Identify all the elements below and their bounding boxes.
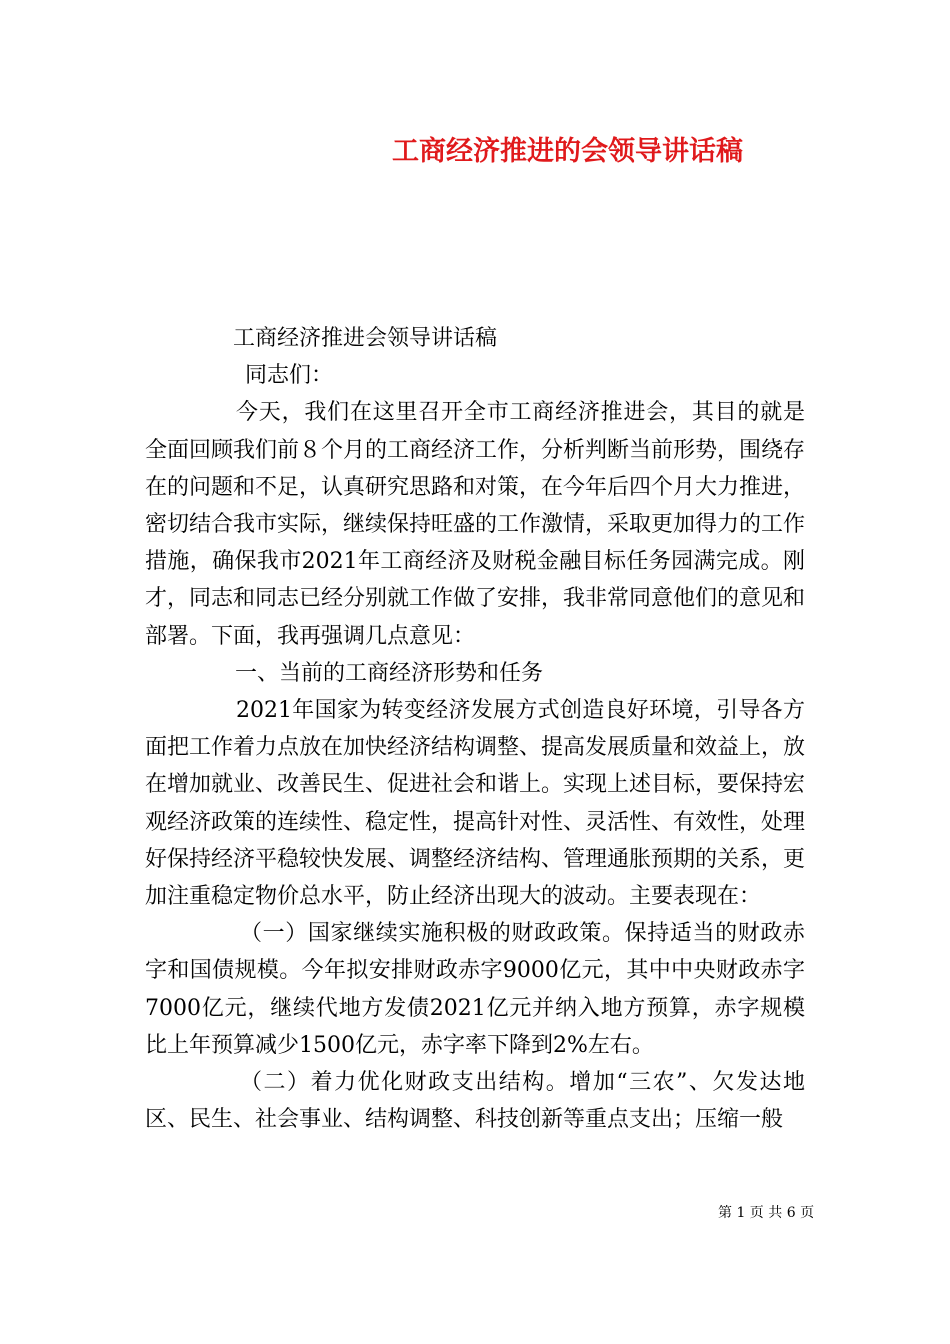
salutation: 同志们： xyxy=(245,363,334,389)
paragraph-situation: 2021年国家为转变经济发展方式创造良好环境，引导各方面把工作着力点放在加快经济结构调整、提高发展质量和效益上，放在增加就业、改善民生、促进社会和谐上。实现上述目标，要保持宏观经济政策的连续性、稳定性，提高针对性、灵活性、有效性，处理好保持经济平稳较快发展、调整经济结构、管理通胀预期的关系，更加注重稳定物价总水平，防止经济出现大的波动。主要表现在： xyxy=(145,698,806,910)
section-heading: 一、当前的工商经济形势和任务 xyxy=(235,660,544,686)
paragraph-intro: 今天，我们在这里召开全市工商经济推进会，其目的就是全面回顾我们前８个月的工商经济工作，分析判断当前形势，围绕存在的问题和不足，认真研究思路和对策，在今年后四个月大力推进，密切结合我市实际，继续保持旺盛的工作激情，采取更加得力的工作措施，确保我市2021年工商经济及财税金融目标任务园满完成。刚才，同志和同志已经分别就工作做了安排，我非常同意他们的意见和部署。下面，我再强调几点意见： xyxy=(145,400,806,649)
paragraph-fiscal-policy: （一）国家继续实施积极的财政政策。保持适当的财政赤字和国债规模。今年拟安排财政赤字9000亿元，其中中央财政赤字7000亿元，继续代地方发债2021亿元并纳入地方预算，赤字规模比上年预算减少1500亿元，赤字率下降到2%左右。 xyxy=(145,921,805,1058)
document-subtitle: 工商经济推进会领导讲话稿 xyxy=(233,326,498,351)
document-body xyxy=(145,320,805,1138)
document-title: 工商经济推进的会领导讲话稿 xyxy=(392,136,743,167)
paragraph-spending-structure: （二）着力优化财政支出结构。增加“三农”、欠发达地区、民生、社会事业、结构调整、科技创新等重点支出；压缩一般 xyxy=(145,1070,805,1133)
page-number: 第 1 页 共 6 页 xyxy=(718,1205,815,1221)
